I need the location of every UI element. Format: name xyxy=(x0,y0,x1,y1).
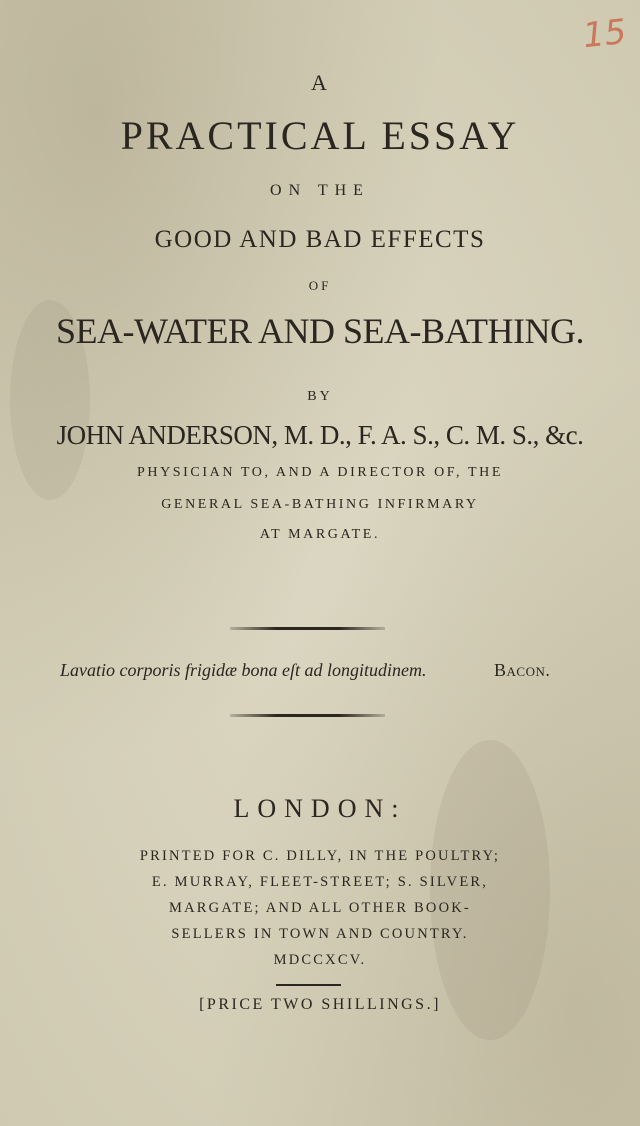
title-of: OF xyxy=(308,278,332,293)
author-position-line: GENERAL SEA-BATHING INFIRMARY xyxy=(161,497,479,512)
divider-rule xyxy=(230,714,385,717)
imprint-line: SELLERS IN TOWN AND COUNTRY. xyxy=(171,926,469,942)
title-subject: GOOD AND BAD EFFECTS xyxy=(154,226,486,253)
author-position-line: AT MARGATE. xyxy=(259,527,381,542)
imprint-line: MARGATE; AND ALL OTHER BOOK- xyxy=(169,900,471,916)
title-main: PRACTICAL ESSAY xyxy=(120,113,520,158)
author-by: BY xyxy=(307,389,333,404)
title-article: A xyxy=(311,70,329,95)
title-on-the: ON THE xyxy=(270,182,370,199)
price-note: [PRICE TWO SHILLINGS.] xyxy=(199,996,441,1013)
handwritten-shelf-mark: 15 xyxy=(580,11,628,57)
imprint-date: MDCCXCV. xyxy=(273,952,367,968)
imprint-line: E. MURRAY, FLEET-STREET; S. SILVER, xyxy=(151,874,489,890)
divider-rule xyxy=(276,984,341,986)
author-name: JOHN ANDERSON, M. D., F. A. S., C. M. S., &c. xyxy=(56,420,584,450)
divider-rule xyxy=(230,627,385,630)
title-topic: SEA-WATER AND SEA-BATHING. xyxy=(56,311,584,351)
imprint-line: PRINTED FOR C. DILLY, IN THE POULTRY; xyxy=(139,848,501,864)
epigraph-attribution: Bacon. xyxy=(494,660,551,680)
epigraph-text: Lavatio corporis frigidæ bona eſt ad longitudinem. xyxy=(60,660,427,680)
imprint-city: LONDON: xyxy=(233,794,407,823)
author-position-line: PHYSICIAN TO, AND A DIRECTOR OF, THE xyxy=(136,465,504,480)
